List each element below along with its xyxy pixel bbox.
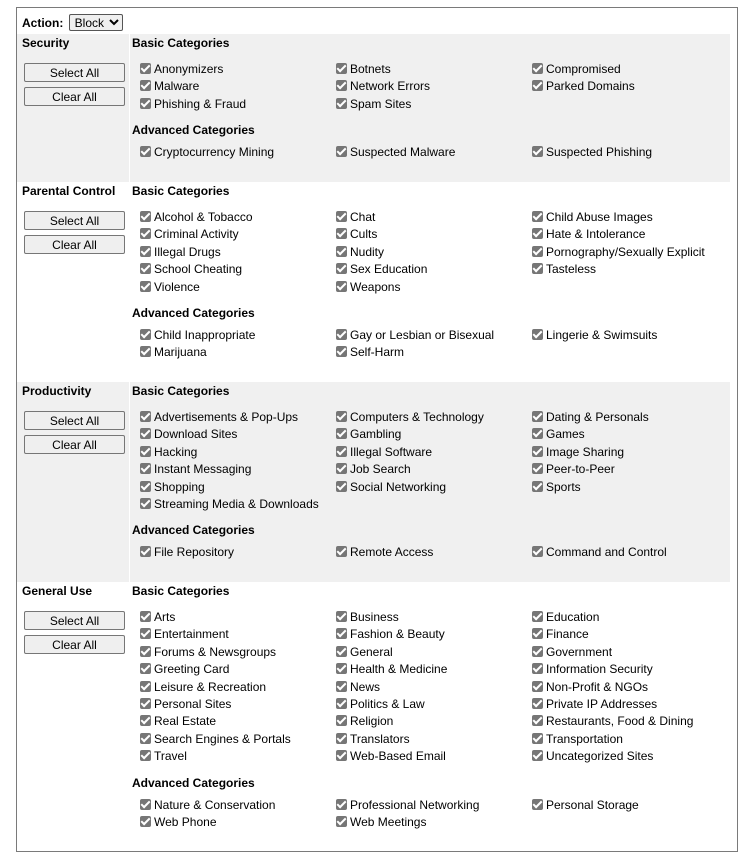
category-label: Arts bbox=[154, 610, 176, 624]
category-checkbox-illegal-drugs[interactable] bbox=[140, 244, 221, 261]
category-checkbox-file-repository[interactable] bbox=[140, 544, 234, 561]
category-label: Uncategorized Sites bbox=[546, 749, 654, 764]
category-label: Greeting Card bbox=[154, 662, 230, 677]
category-checkbox-transportation[interactable] bbox=[532, 731, 623, 748]
category-checkbox-botnets[interactable] bbox=[336, 61, 391, 78]
category-checkbox-streaming-media-and-downloads[interactable] bbox=[140, 496, 319, 513]
category-label: Illegal Software bbox=[350, 444, 433, 459]
select-all-button[interactable]: Select All bbox=[24, 611, 125, 630]
category-label: Download Sites bbox=[154, 427, 238, 442]
category-label: Finance bbox=[546, 627, 589, 642]
checked-checkbox-icon[interactable] bbox=[336, 611, 347, 622]
category-label: Gambling bbox=[350, 427, 402, 442]
category-checkbox-news[interactable] bbox=[336, 679, 380, 696]
clear-all-button[interactable]: Clear All bbox=[24, 235, 125, 254]
category-checkbox-health-and-medicine[interactable] bbox=[336, 661, 447, 678]
checked-checkbox-icon[interactable] bbox=[140, 263, 151, 274]
select-all-button[interactable]: Select All bbox=[24, 211, 125, 230]
category-label: Religion bbox=[350, 714, 394, 729]
category-checkbox-job-search[interactable] bbox=[336, 461, 411, 478]
category-label: Nature & Conservation bbox=[154, 797, 276, 812]
checked-checkbox-icon[interactable] bbox=[140, 98, 151, 109]
category-label: Fashion & Beauty bbox=[350, 627, 445, 642]
checked-checkbox-icon[interactable] bbox=[140, 246, 151, 257]
section-title: General Use bbox=[22, 584, 93, 598]
category-checkbox-download-sites[interactable] bbox=[140, 426, 237, 443]
checked-checkbox-icon[interactable] bbox=[336, 146, 347, 157]
category-checkbox-hacking[interactable] bbox=[140, 444, 197, 461]
category-checkbox-image-sharing[interactable] bbox=[532, 444, 624, 461]
category-checkbox-suspected-phishing[interactable] bbox=[532, 144, 652, 161]
checked-checkbox-icon[interactable] bbox=[336, 816, 347, 827]
category-label: Web Phone bbox=[154, 815, 217, 829]
category-label: Shopping bbox=[154, 479, 205, 494]
checked-checkbox-icon[interactable] bbox=[532, 329, 543, 340]
category-label: Chat bbox=[350, 210, 376, 224]
checked-checkbox-icon[interactable] bbox=[336, 733, 347, 744]
checked-checkbox-icon[interactable] bbox=[140, 799, 151, 810]
category-label: Entertainment bbox=[154, 627, 229, 642]
checked-checkbox-icon[interactable] bbox=[336, 681, 347, 692]
category-label: School Cheating bbox=[154, 262, 243, 277]
checked-checkbox-icon[interactable] bbox=[336, 329, 347, 340]
checked-checkbox-icon[interactable] bbox=[336, 98, 347, 109]
category-label: Cults bbox=[350, 227, 378, 242]
category-label: Lingerie & Swimsuits bbox=[546, 328, 658, 342]
category-label: Malware bbox=[154, 79, 200, 94]
category-checkbox-private-ip-addresses[interactable] bbox=[532, 696, 657, 713]
category-checkbox-weapons[interactable] bbox=[336, 279, 400, 296]
checked-checkbox-icon[interactable] bbox=[336, 663, 347, 674]
clear-all-button[interactable]: Clear All bbox=[24, 635, 125, 654]
category-checkbox-marijuana[interactable] bbox=[140, 344, 207, 361]
category-label: Peer-to-Peer bbox=[546, 462, 615, 477]
category-label: Games bbox=[546, 427, 585, 442]
checked-checkbox-icon[interactable] bbox=[336, 546, 347, 557]
section-controls bbox=[17, 382, 129, 582]
category-checkbox-web-meetings[interactable] bbox=[336, 814, 426, 831]
checked-checkbox-icon[interactable] bbox=[140, 428, 151, 439]
category-checkbox-arts[interactable] bbox=[140, 609, 175, 626]
section-general-use bbox=[17, 582, 730, 852]
category-label: Tasteless bbox=[546, 262, 597, 277]
category-checkbox-criminal-activity[interactable] bbox=[140, 226, 239, 243]
category-label: Gay or Lesbian or Bisexual bbox=[350, 328, 495, 342]
checked-checkbox-icon[interactable] bbox=[532, 799, 543, 810]
checked-checkbox-icon[interactable] bbox=[140, 281, 151, 292]
category-label: Suspected Malware bbox=[350, 145, 456, 160]
checked-checkbox-icon[interactable] bbox=[140, 663, 151, 674]
category-checkbox-cults[interactable] bbox=[336, 226, 377, 243]
category-label: Child Inappropriate bbox=[154, 328, 256, 342]
checked-checkbox-icon[interactable] bbox=[532, 611, 543, 622]
category-checkbox-tasteless[interactable] bbox=[532, 261, 596, 278]
category-label: Forums & Newsgroups bbox=[154, 644, 277, 659]
clear-all-button[interactable]: Clear All bbox=[24, 435, 125, 454]
category-checkbox-web-phone[interactable] bbox=[140, 814, 217, 831]
category-label: File Repository bbox=[154, 545, 235, 560]
category-checkbox-chat[interactable] bbox=[336, 209, 375, 226]
category-label: Child Abuse Images bbox=[546, 210, 653, 224]
category-label: Personal Storage bbox=[546, 797, 639, 812]
checked-checkbox-icon[interactable] bbox=[336, 463, 347, 474]
category-checkbox-finance[interactable] bbox=[532, 626, 589, 643]
category-checkbox-pornography-sexually-explicit[interactable] bbox=[532, 244, 705, 261]
category-label: Image Sharing bbox=[546, 444, 625, 459]
category-checkbox-non-profit-and-ngos[interactable] bbox=[532, 679, 648, 696]
checked-checkbox-icon[interactable] bbox=[140, 463, 151, 474]
checked-checkbox-icon[interactable] bbox=[532, 750, 543, 761]
category-label: Web-Based Email bbox=[350, 749, 446, 764]
category-label: Phishing & Fraud bbox=[154, 96, 247, 111]
checked-checkbox-icon[interactable] bbox=[336, 715, 347, 726]
checked-checkbox-icon[interactable] bbox=[140, 228, 151, 239]
category-label: Network Errors bbox=[350, 79, 431, 94]
checked-checkbox-icon[interactable] bbox=[532, 698, 543, 709]
category-checkbox-shopping[interactable] bbox=[140, 479, 205, 496]
checked-checkbox-icon[interactable] bbox=[532, 263, 543, 274]
checked-checkbox-icon[interactable] bbox=[532, 246, 543, 257]
category-label: Search Engines & Portals bbox=[154, 731, 291, 746]
category-label: Compromised bbox=[546, 62, 621, 76]
category-label: Criminal Activity bbox=[154, 227, 239, 242]
category-label: Botnets bbox=[350, 62, 391, 76]
checked-checkbox-icon[interactable] bbox=[532, 211, 543, 222]
category-label: Sports bbox=[546, 479, 581, 494]
section-parental-control bbox=[17, 182, 730, 382]
checked-checkbox-icon[interactable] bbox=[532, 546, 543, 557]
category-label: Alcohol & Tobacco bbox=[154, 210, 253, 224]
category-checkbox-nudity[interactable] bbox=[336, 244, 384, 261]
category-checkbox-hate-and-intolerance[interactable] bbox=[532, 226, 645, 243]
category-checkbox-search-engines-and-portals[interactable] bbox=[140, 731, 291, 748]
checked-checkbox-icon[interactable] bbox=[140, 146, 151, 157]
category-label: Health & Medicine bbox=[350, 662, 448, 677]
category-checkbox-malware[interactable] bbox=[140, 78, 199, 95]
category-label: Remote Access bbox=[350, 545, 434, 560]
checked-checkbox-icon[interactable] bbox=[336, 750, 347, 761]
category-checkbox-child-inappropriate[interactable] bbox=[140, 327, 255, 344]
category-label: Hacking bbox=[154, 444, 198, 459]
advanced-categories-heading: Advanced Categories bbox=[132, 306, 255, 320]
checked-checkbox-icon[interactable] bbox=[336, 428, 347, 439]
checked-checkbox-icon[interactable] bbox=[140, 211, 151, 222]
category-label: Government bbox=[546, 644, 613, 659]
section-title: Security bbox=[22, 36, 70, 50]
category-label: Restaurants, Food & Dining bbox=[546, 714, 694, 729]
checked-checkbox-icon[interactable] bbox=[532, 228, 543, 239]
category-label: Command and Control bbox=[546, 545, 667, 560]
category-label: Parked Domains bbox=[546, 79, 635, 94]
checked-checkbox-icon[interactable] bbox=[336, 698, 347, 709]
basic-categories-heading: Basic Categories bbox=[132, 184, 230, 198]
category-checkbox-entertainment[interactable] bbox=[140, 626, 229, 643]
category-label: Travel bbox=[154, 749, 187, 764]
section-controls bbox=[17, 34, 129, 182]
checked-checkbox-icon[interactable] bbox=[140, 80, 151, 91]
checked-checkbox-icon[interactable] bbox=[532, 463, 543, 474]
category-label: Translators bbox=[350, 731, 410, 746]
category-checkbox-phishing-and-fraud[interactable] bbox=[140, 96, 246, 113]
section-productivity bbox=[17, 382, 730, 582]
basic-categories-heading: Basic Categories bbox=[132, 384, 230, 398]
category-label: Professional Networking bbox=[350, 797, 480, 812]
section-controls bbox=[17, 182, 129, 382]
checked-checkbox-icon[interactable] bbox=[140, 715, 151, 726]
advanced-categories-heading: Advanced Categories bbox=[132, 523, 255, 538]
category-checkbox-uncategorized-sites[interactable] bbox=[532, 748, 653, 765]
category-checkbox-business[interactable] bbox=[336, 609, 399, 626]
category-checkbox-command-and-control[interactable] bbox=[532, 544, 667, 561]
category-label: Spam Sites bbox=[350, 96, 412, 111]
select-all-button[interactable]: Select All bbox=[24, 411, 125, 430]
section-categories bbox=[130, 582, 730, 852]
checked-checkbox-icon[interactable] bbox=[140, 329, 151, 340]
category-checkbox-nature-and-conservation[interactable] bbox=[140, 797, 275, 814]
section-security bbox=[17, 34, 730, 182]
category-checkbox-compromised[interactable] bbox=[532, 61, 621, 78]
checked-checkbox-icon[interactable] bbox=[140, 750, 151, 761]
checked-checkbox-icon[interactable] bbox=[140, 733, 151, 744]
category-label: Advertisements & Pop-Ups bbox=[154, 410, 299, 424]
category-label: Politics & Law bbox=[350, 697, 425, 711]
checked-checkbox-icon[interactable] bbox=[140, 816, 151, 827]
category-label: Job Search bbox=[350, 462, 411, 477]
section-categories bbox=[130, 182, 730, 382]
category-checkbox-instant-messaging[interactable] bbox=[140, 461, 251, 478]
category-checkbox-violence[interactable] bbox=[140, 279, 200, 296]
category-label: Suspected Phishing bbox=[546, 145, 653, 160]
category-checkbox-travel[interactable] bbox=[140, 748, 187, 765]
checked-checkbox-icon[interactable] bbox=[336, 411, 347, 422]
checked-checkbox-icon[interactable] bbox=[336, 799, 347, 810]
category-label: Instant Messaging bbox=[154, 462, 252, 477]
section-categories bbox=[130, 34, 730, 182]
checked-checkbox-icon[interactable] bbox=[140, 346, 151, 357]
category-checkbox-self-harm[interactable] bbox=[336, 344, 404, 361]
section-title: Productivity bbox=[22, 384, 92, 398]
category-checkbox-general[interactable] bbox=[336, 644, 393, 661]
section-categories bbox=[130, 382, 730, 582]
category-label: Web Meetings bbox=[350, 815, 427, 829]
checked-checkbox-icon[interactable] bbox=[532, 481, 543, 492]
category-checkbox-religion[interactable] bbox=[336, 713, 393, 730]
checked-checkbox-icon[interactable] bbox=[140, 698, 151, 709]
category-label: Dating & Personals bbox=[546, 410, 649, 424]
category-label: Information Security bbox=[546, 662, 653, 677]
checked-checkbox-icon[interactable] bbox=[336, 246, 347, 257]
category-checkbox-school-cheating[interactable] bbox=[140, 261, 242, 278]
category-checkbox-sports[interactable] bbox=[532, 479, 581, 496]
action-select[interactable] bbox=[69, 14, 123, 31]
checked-checkbox-icon[interactable] bbox=[140, 628, 151, 639]
advanced-categories-heading: Advanced Categories bbox=[132, 775, 255, 790]
category-checkbox-personal-sites[interactable] bbox=[140, 696, 231, 713]
action-row bbox=[22, 14, 123, 31]
category-label: Business bbox=[350, 610, 399, 624]
category-checkbox-anonymizers[interactable] bbox=[140, 61, 223, 78]
checked-checkbox-icon[interactable] bbox=[140, 498, 151, 509]
category-checkbox-social-networking[interactable] bbox=[336, 479, 446, 496]
category-label: Leisure & Recreation bbox=[154, 679, 267, 694]
category-checkbox-child-abuse-images[interactable] bbox=[532, 209, 653, 226]
checked-checkbox-icon[interactable] bbox=[532, 63, 543, 74]
checked-checkbox-icon[interactable] bbox=[336, 446, 347, 457]
checked-checkbox-icon[interactable] bbox=[140, 646, 151, 657]
section-controls bbox=[17, 582, 129, 852]
checked-checkbox-icon[interactable] bbox=[336, 346, 347, 357]
category-checkbox-translators[interactable] bbox=[336, 731, 410, 748]
advanced-categories-heading: Advanced Categories bbox=[132, 123, 255, 138]
category-label: Hate & Intolerance bbox=[546, 227, 646, 242]
checked-checkbox-icon[interactable] bbox=[336, 63, 347, 74]
checked-checkbox-icon[interactable] bbox=[336, 481, 347, 492]
checked-checkbox-icon[interactable] bbox=[532, 628, 543, 639]
category-checkbox-gay-or-lesbian-or-bisexual[interactable] bbox=[336, 327, 494, 344]
checked-checkbox-icon[interactable] bbox=[140, 481, 151, 492]
category-label: News bbox=[350, 679, 381, 694]
category-checkbox-remote-access[interactable] bbox=[336, 544, 433, 561]
category-checkbox-suspected-malware[interactable] bbox=[336, 144, 455, 161]
category-label: Anonymizers bbox=[154, 62, 224, 76]
checked-checkbox-icon[interactable] bbox=[140, 411, 151, 422]
basic-categories-heading: Basic Categories bbox=[132, 36, 230, 50]
checked-checkbox-icon[interactable] bbox=[336, 281, 347, 292]
checked-checkbox-icon[interactable] bbox=[140, 546, 151, 557]
category-checkbox-professional-networking[interactable] bbox=[336, 797, 479, 814]
checked-checkbox-icon[interactable] bbox=[140, 446, 151, 457]
checked-checkbox-icon[interactable] bbox=[532, 146, 543, 157]
checked-checkbox-icon[interactable] bbox=[336, 80, 347, 91]
category-checkbox-government[interactable] bbox=[532, 644, 612, 661]
category-checkbox-greeting-card[interactable] bbox=[140, 661, 229, 678]
checked-checkbox-icon[interactable] bbox=[140, 63, 151, 74]
category-checkbox-sex-education[interactable] bbox=[336, 261, 427, 278]
checked-checkbox-icon[interactable] bbox=[532, 733, 543, 744]
category-checkbox-parked-domains[interactable] bbox=[532, 78, 635, 95]
select-all-button[interactable]: Select All bbox=[24, 63, 125, 82]
category-checkbox-restaurants-food-and-dining[interactable] bbox=[532, 713, 693, 730]
category-label: Illegal Drugs bbox=[154, 244, 221, 259]
category-checkbox-personal-storage[interactable] bbox=[532, 797, 639, 814]
checked-checkbox-icon[interactable] bbox=[532, 80, 543, 91]
category-checkbox-education[interactable] bbox=[532, 609, 599, 626]
category-checkbox-real-estate[interactable] bbox=[140, 713, 216, 730]
category-checkbox-illegal-software[interactable] bbox=[336, 444, 432, 461]
category-checkbox-forums-and-newsgroups[interactable] bbox=[140, 644, 276, 661]
category-label: Computers & Technology bbox=[350, 410, 484, 424]
category-label: Self-Harm bbox=[350, 345, 405, 360]
category-checkbox-leisure-and-recreation[interactable] bbox=[140, 679, 266, 696]
category-checkbox-alcohol-and-tobacco[interactable] bbox=[140, 209, 253, 226]
checked-checkbox-icon[interactable] bbox=[336, 228, 347, 239]
category-label: Nudity bbox=[350, 244, 385, 259]
category-checkbox-web-based-email[interactable] bbox=[336, 748, 446, 765]
category-label: Violence bbox=[154, 279, 200, 294]
checked-checkbox-icon[interactable] bbox=[140, 681, 151, 692]
category-label: Streaming Media & Downloads bbox=[154, 497, 319, 511]
section-title: Parental Control bbox=[22, 184, 116, 198]
category-label: Non-Profit & NGOs bbox=[546, 679, 649, 694]
action-label: Action: bbox=[22, 16, 64, 30]
category-checkbox-fashion-and-beauty[interactable] bbox=[336, 626, 445, 643]
category-checkbox-network-errors[interactable] bbox=[336, 78, 430, 95]
clear-all-button[interactable]: Clear All bbox=[24, 87, 125, 106]
category-label: Social Networking bbox=[350, 479, 447, 494]
checked-checkbox-icon[interactable] bbox=[140, 611, 151, 622]
category-checkbox-dating-and-personals[interactable] bbox=[532, 409, 649, 426]
basic-categories-heading: Basic Categories bbox=[132, 584, 230, 598]
category-label: Private IP Addresses bbox=[546, 697, 658, 711]
category-label: Pornography/Sexually Explicit bbox=[546, 244, 705, 259]
category-label: Sex Education bbox=[350, 262, 428, 277]
checked-checkbox-icon[interactable] bbox=[532, 663, 543, 674]
category-checkbox-computers-and-technology[interactable] bbox=[336, 409, 484, 426]
category-label: Education bbox=[546, 610, 600, 624]
category-checkbox-gambling[interactable] bbox=[336, 426, 401, 443]
checked-checkbox-icon[interactable] bbox=[532, 715, 543, 726]
category-checkbox-peer-to-peer[interactable] bbox=[532, 461, 615, 478]
checked-checkbox-icon[interactable] bbox=[532, 428, 543, 439]
checked-checkbox-icon[interactable] bbox=[336, 628, 347, 639]
category-label: Marijuana bbox=[154, 345, 207, 360]
category-label: Real Estate bbox=[154, 714, 217, 729]
checked-checkbox-icon[interactable] bbox=[336, 646, 347, 657]
category-label: Cryptocurrency Mining bbox=[154, 145, 275, 160]
category-checkbox-information-security[interactable] bbox=[532, 661, 653, 678]
checked-checkbox-icon[interactable] bbox=[532, 681, 543, 692]
category-checkbox-lingerie-and-swimsuits[interactable] bbox=[532, 327, 657, 344]
category-checkbox-politics-and-law[interactable] bbox=[336, 696, 425, 713]
checked-checkbox-icon[interactable] bbox=[532, 411, 543, 422]
checked-checkbox-icon[interactable] bbox=[336, 211, 347, 222]
category-checkbox-advertisements-and-pop-ups[interactable] bbox=[140, 409, 298, 426]
checked-checkbox-icon[interactable] bbox=[336, 263, 347, 274]
category-checkbox-games[interactable] bbox=[532, 426, 585, 443]
category-checkbox-cryptocurrency-mining[interactable] bbox=[140, 144, 274, 161]
category-checkbox-spam-sites[interactable] bbox=[336, 96, 411, 113]
category-label: Weapons bbox=[350, 279, 401, 294]
checked-checkbox-icon[interactable] bbox=[532, 646, 543, 657]
category-filter-panel bbox=[16, 7, 738, 852]
category-label: Transportation bbox=[546, 731, 623, 746]
checked-checkbox-icon[interactable] bbox=[532, 446, 543, 457]
category-label: Personal Sites bbox=[154, 697, 232, 711]
category-label: General bbox=[350, 644, 393, 659]
